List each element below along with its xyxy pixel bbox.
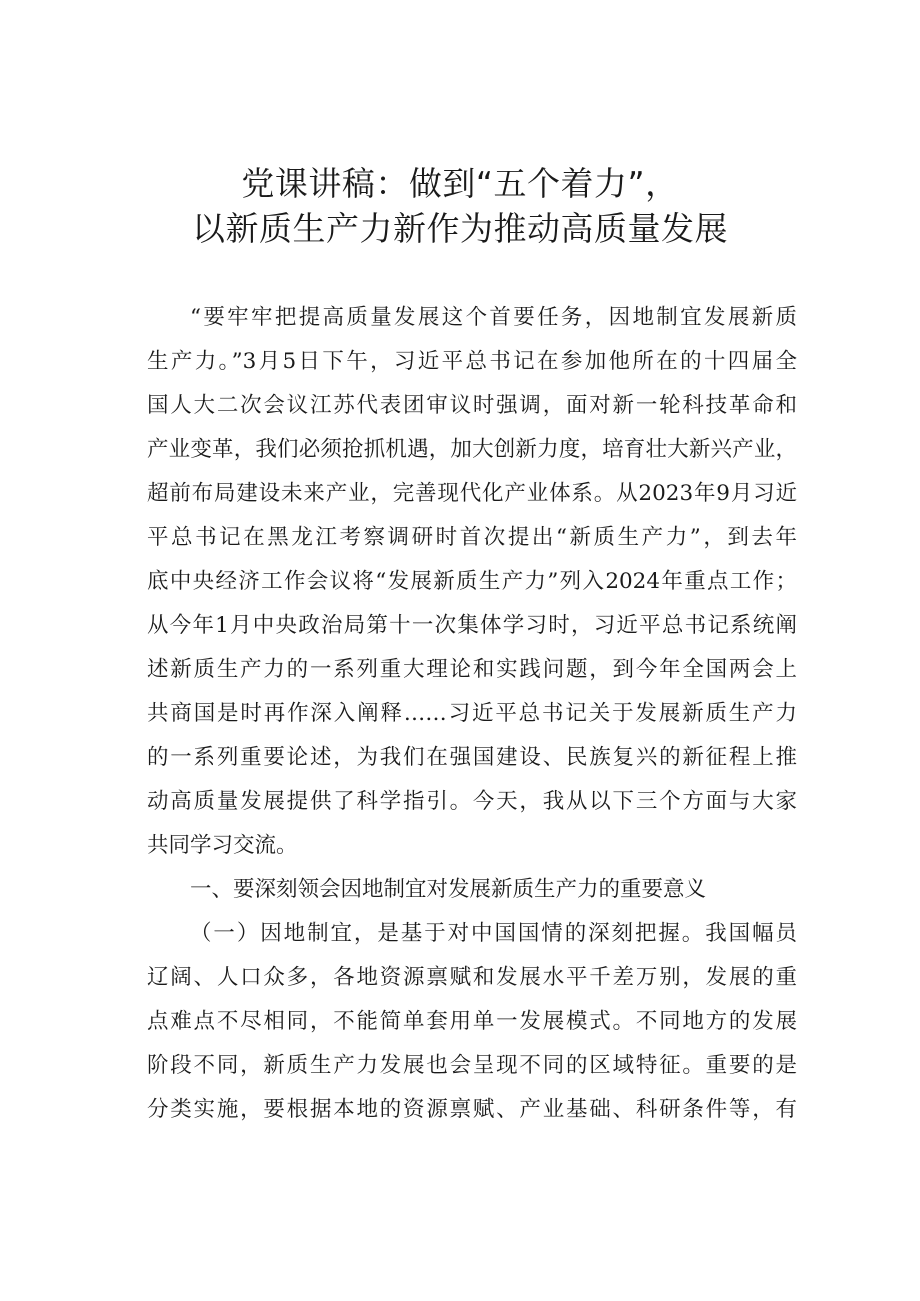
paragraph-line: 平总书记在黑龙江考察调研时首次提出“新质生产力”，到去年 — [147, 525, 797, 550]
paragraph-line: 共商国是时再作深入阐释……习近平总书记关于发展新质生产力 — [147, 701, 797, 726]
paragraph-line: 超前布局建设未来产业，完善现代化产业体系。从2023年9月习近 — [147, 481, 797, 506]
paragraph-line: 分类实施，要根据本地的资源禀赋、产业基础、科研条件等，有 — [147, 1097, 797, 1122]
paragraph-line: 产业变革，我们必须抢抓机遇，加大创新力度，培育壮大新兴产业， — [147, 437, 797, 462]
paragraph-line: 底中央经济工作会议将“发展新质生产力”列入2024年重点工作； — [147, 569, 797, 594]
paragraph-line: 阶段不同，新质生产力发展也会呈现不同的区域特征。重要的是 — [147, 1053, 797, 1078]
document-title-line-2: 以新质生产力新作为推动高质量发展 — [192, 209, 728, 248]
paragraph-line: 国人大二次会议江苏代表团审议时强调，面对新一轮科技革命和 — [147, 393, 797, 418]
paragraph-line: “要牢牢把提高质量发展这个首要任务，因地制宜发展新质 — [190, 305, 797, 330]
paragraph-line: 从今年1月中央政治局第十一次集体学习时，习近平总书记系统阐 — [147, 613, 797, 638]
paragraph-line: 述新质生产力的一系列重大理论和实践问题，到今年全国两会上 — [147, 657, 797, 682]
paragraph-line: 点难点不尽相同，不能简单套用单一发展模式。不同地方的发展 — [147, 1009, 797, 1034]
paragraph-line: 辽阔、人口众多，各地资源禀赋和发展水平千差万别，发展的重 — [147, 965, 797, 990]
paragraph-line: 生产力。”3月5日下午，习近平总书记在参加他所在的十四届全 — [147, 349, 797, 374]
section-heading-1: 一、要深刻领会因地制宜对发展新质生产力的重要意义 — [190, 877, 707, 902]
paragraph-line: 动高质量发展提供了科学指引。今天，我从以下三个方面与大家 — [147, 789, 797, 814]
paragraph-line: 共同学习交流。 — [147, 833, 298, 858]
paragraph-line: （一）因地制宜，是基于对中国国情的深刻把握。我国幅员 — [190, 921, 797, 946]
document-title-line-1: 党课讲稿：做到“五个着力”， — [241, 164, 679, 203]
paragraph-line: 的一系列重要论述，为我们在强国建设、民族复兴的新征程上推 — [147, 745, 797, 770]
